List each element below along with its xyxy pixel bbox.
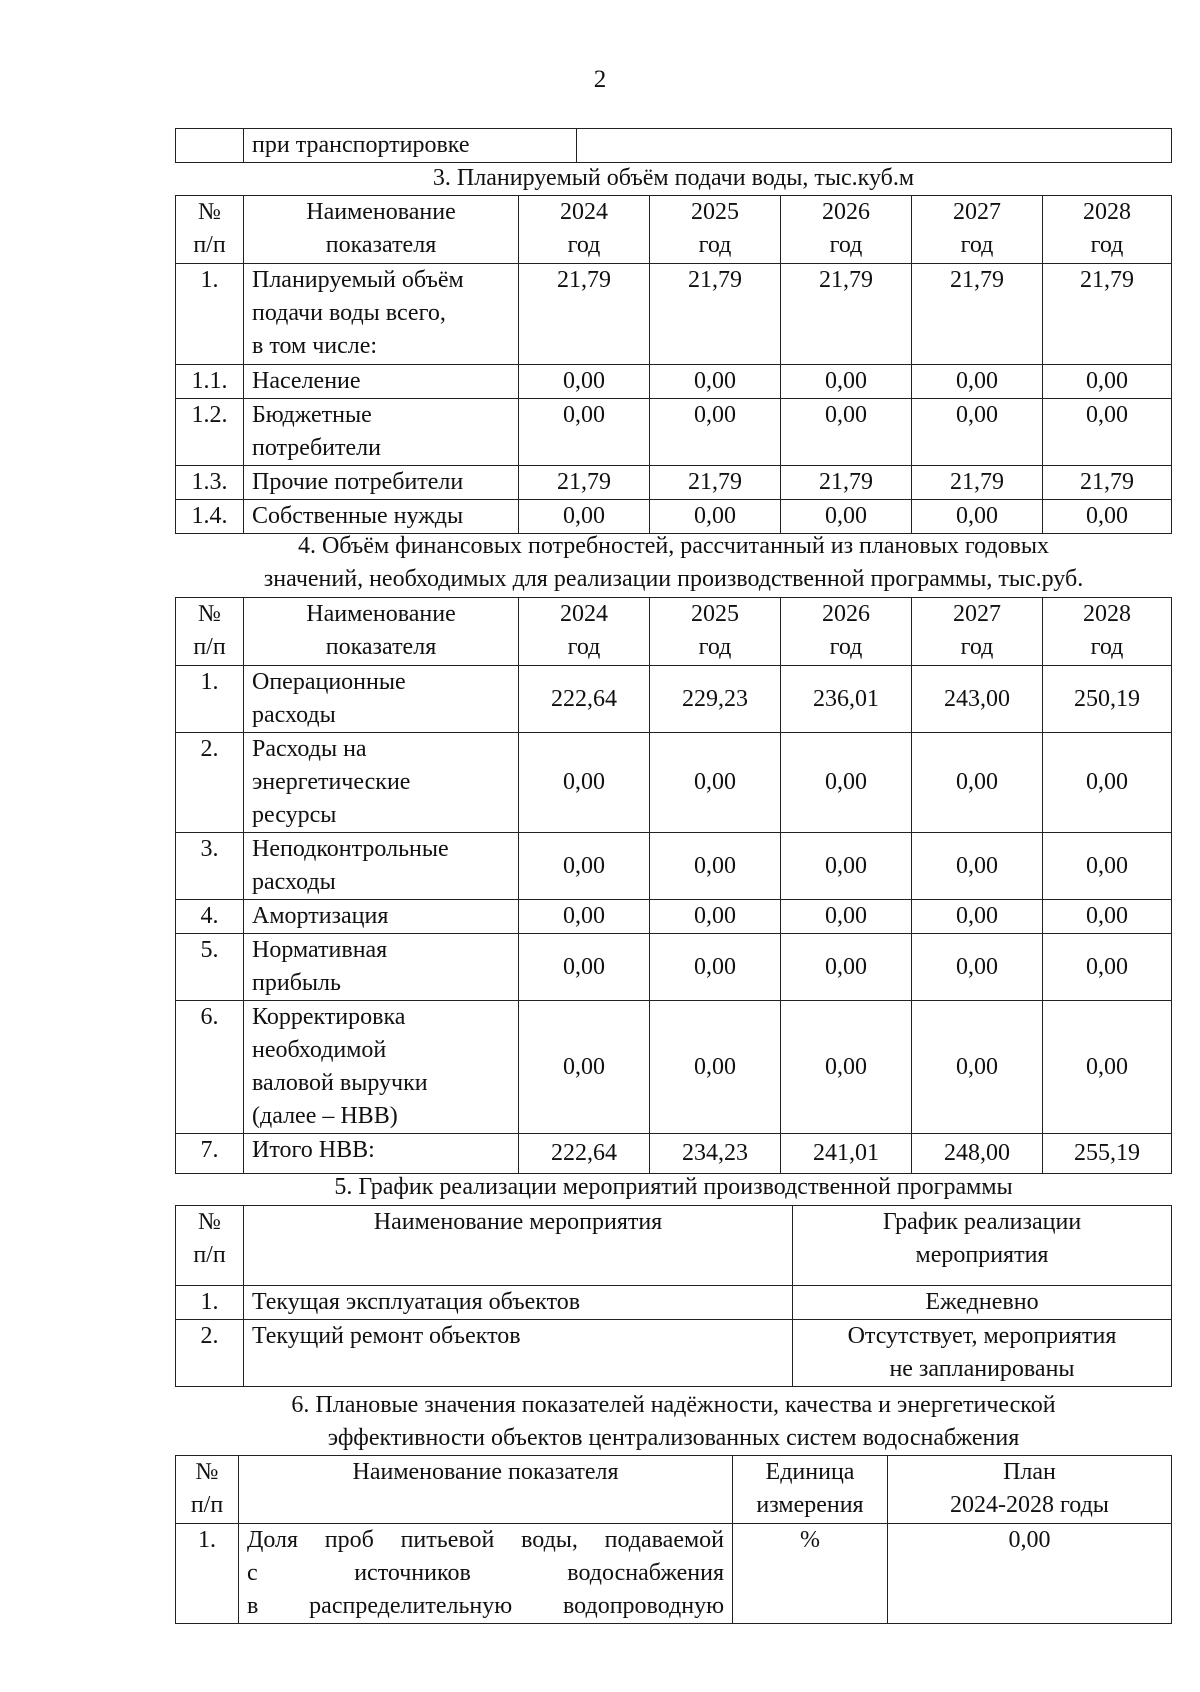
row-value: 0,00 [1043, 399, 1172, 466]
header-cell-year: 2026 год [781, 598, 912, 666]
row-name: Бюджетные потребители [244, 399, 519, 466]
row-value: 0,00 [781, 365, 912, 399]
row-name: Итого НВВ: [244, 1134, 519, 1174]
row-value: 21,79 [519, 466, 650, 500]
row-value: 236,01 [781, 666, 912, 733]
row-value: 21,79 [1043, 264, 1172, 365]
row-value: 0,00 [912, 733, 1043, 833]
table-row [176, 1524, 1172, 1624]
header-cell-year: 2028 год [1043, 196, 1172, 264]
row-num: 1. [176, 666, 244, 733]
table-header-row [176, 1206, 1172, 1286]
header-cell-name: Наименование показателя [244, 598, 519, 666]
table-row [176, 1286, 1172, 1320]
row-value: 0,00 [519, 500, 650, 534]
row-value: 0,00 [781, 500, 912, 534]
table-row [176, 1001, 1172, 1134]
row-unit: % [733, 1524, 888, 1624]
row-name: Неподконтрольные расходы [244, 833, 519, 900]
row-value: 0,00 [781, 733, 912, 833]
row-schedule: Ежедневно [793, 1286, 1172, 1320]
header-cell-year: 2026 год [781, 196, 912, 264]
row-num: 1.1. [176, 365, 244, 399]
header-cell-num: № п/п [176, 598, 244, 666]
table-cell [176, 129, 244, 163]
row-value: 21,79 [912, 264, 1043, 365]
section4-table [175, 597, 1172, 1174]
row-value: 0,00 [519, 1001, 650, 1134]
row-value: 0,00 [912, 399, 1043, 466]
row-num: 1.4. [176, 500, 244, 534]
table-row [176, 500, 1172, 534]
row-value: 241,01 [781, 1134, 912, 1174]
row-name: Доля проб питьевой воды, подаваемой с источников водоснабжения в распределительную водопроводную [239, 1524, 733, 1624]
row-value: 0,00 [781, 934, 912, 1001]
row-value: 0,00 [650, 500, 781, 534]
row-value: 0,00 [912, 1001, 1043, 1134]
row-value: 0,00 [912, 934, 1043, 1001]
row-value: 21,79 [912, 466, 1043, 500]
table-row [176, 1134, 1172, 1174]
row-value: 0,00 [781, 399, 912, 466]
table-row [176, 399, 1172, 466]
row-name: Амортизация [244, 900, 519, 934]
row-value: 0,00 [650, 900, 781, 934]
row-value: 248,00 [912, 1134, 1043, 1174]
row-value: 0,00 [650, 934, 781, 1001]
table-row [176, 733, 1172, 833]
row-name: Операционные расходы [244, 666, 519, 733]
row-value: 21,79 [781, 264, 912, 365]
row-num: 7. [176, 1134, 244, 1174]
row-num: 5. [176, 934, 244, 1001]
row-num: 2. [176, 1320, 244, 1387]
row-schedule: Отсутствует, мероприятия не запланированы [793, 1320, 1172, 1387]
row-value: 222,64 [519, 1134, 650, 1174]
table-row [176, 934, 1172, 1001]
table-header-row [176, 1456, 1172, 1524]
header-cell-plan: План 2024-2028 годы [888, 1456, 1172, 1524]
row-name: Текущий ремонт объектов [244, 1320, 793, 1387]
header-cell-num: № п/п [176, 1206, 244, 1286]
table-cell: при транспортировке [244, 129, 577, 163]
row-num: 1.2. [176, 399, 244, 466]
table-row [176, 666, 1172, 733]
section3-table [175, 195, 1172, 534]
row-value: 0,00 [650, 833, 781, 900]
row-value: 0,00 [1043, 500, 1172, 534]
row-num: 6. [176, 1001, 244, 1134]
row-value: 0,00 [912, 900, 1043, 934]
row-value: 0,00 [1043, 733, 1172, 833]
row-num: 1. [176, 1286, 244, 1320]
row-num: 1.3. [176, 466, 244, 500]
row-plan: 0,00 [888, 1524, 1172, 1624]
header-cell-year: 2025 год [650, 196, 781, 264]
row-value: 0,00 [1043, 1001, 1172, 1134]
header-cell-year: 2027 год [912, 196, 1043, 264]
row-value: 0,00 [519, 365, 650, 399]
row-value: 222,64 [519, 666, 650, 733]
section6-title: 6. Плановые значения показателей надёжности, качества и энергетической эффективности объектов централизованных систем водоснабжения [291, 1392, 1056, 1451]
row-value: 21,79 [1043, 466, 1172, 500]
row-name: Планируемый объём подачи воды всего, в том числе: [244, 264, 519, 365]
page-number: 2 [593, 66, 607, 93]
row-value: 21,79 [650, 466, 781, 500]
row-value: 21,79 [519, 264, 650, 365]
header-cell-num: № п/п [176, 1456, 239, 1524]
header-cell-year: 2024 год [519, 196, 650, 264]
table-header-row [176, 598, 1172, 666]
table-row [176, 1320, 1172, 1387]
row-value: 255,19 [1043, 1134, 1172, 1174]
row-value: 0,00 [781, 1001, 912, 1134]
row-num: 4. [176, 900, 244, 934]
row-value: 21,79 [650, 264, 781, 365]
row-value: 234,23 [650, 1134, 781, 1174]
row-num: 3. [176, 833, 244, 900]
header-cell-year: 2027 год [912, 598, 1043, 666]
header-cell-year: 2028 год [1043, 598, 1172, 666]
section3-title: 3. Планируемый объём подачи воды, тыс.куб.м [432, 165, 915, 191]
header-cell-year: 2025 год [650, 598, 781, 666]
header-cell-num: № п/п [176, 196, 244, 264]
row-value: 229,23 [650, 666, 781, 733]
table-row [176, 466, 1172, 500]
row-value: 243,00 [912, 666, 1043, 733]
row-name: Население [244, 365, 519, 399]
row-num: 2. [176, 733, 244, 833]
row-value: 0,00 [1043, 934, 1172, 1001]
row-name: Собственные нужды [244, 500, 519, 534]
header-cell-schedule: График реализации мероприятия [793, 1206, 1172, 1286]
row-value: 0,00 [519, 399, 650, 466]
row-value: 0,00 [650, 365, 781, 399]
table-header-row [176, 196, 1172, 264]
section5-table [175, 1205, 1172, 1387]
row-value: 0,00 [650, 733, 781, 833]
row-value: 0,00 [1043, 900, 1172, 934]
header-cell-name: Наименование показателя [239, 1456, 733, 1524]
row-value: 0,00 [781, 900, 912, 934]
table-cell [577, 129, 1172, 163]
row-value: 0,00 [1043, 833, 1172, 900]
row-value: 0,00 [912, 833, 1043, 900]
table-row [176, 264, 1172, 365]
header-cell-name: Наименование мероприятия [244, 1206, 793, 1286]
row-name: Прочие потребители [244, 466, 519, 500]
row-name: Расходы на энергетические ресурсы [244, 733, 519, 833]
row-name: Нормативная прибыль [244, 934, 519, 1001]
table-row [176, 833, 1172, 900]
section5-title: 5. График реализации мероприятий производственной программы [334, 1174, 1013, 1200]
section4-title: 4. Объём финансовых потребностей, рассчитанный из плановых годовых значений, необходимых для реализации производственной программы, тыс.руб. [263, 533, 1084, 592]
header-cell-unit: Единица измерения [733, 1456, 888, 1524]
table-row [176, 900, 1172, 934]
row-value: 21,79 [781, 466, 912, 500]
row-name: Текущая эксплуатация объектов [244, 1286, 793, 1320]
row-value: 0,00 [519, 833, 650, 900]
row-value: 250,19 [1043, 666, 1172, 733]
row-value: 0,00 [650, 1001, 781, 1134]
row-num: 1. [176, 1524, 239, 1624]
row-value: 0,00 [912, 500, 1043, 534]
row-value: 0,00 [650, 399, 781, 466]
header-cell-year: 2024 год [519, 598, 650, 666]
row-value: 0,00 [519, 934, 650, 1001]
table-row [176, 129, 1172, 163]
table-row [176, 365, 1172, 399]
row-num: 1. [176, 264, 244, 365]
row-value: 0,00 [781, 833, 912, 900]
header-cell-name: Наименование показателя [244, 196, 519, 264]
carryover-table [175, 128, 1172, 163]
section6-table [175, 1455, 1172, 1624]
row-value: 0,00 [912, 365, 1043, 399]
row-value: 0,00 [1043, 365, 1172, 399]
row-value: 0,00 [519, 900, 650, 934]
row-value: 0,00 [519, 733, 650, 833]
row-name: Корректировка необходимой валовой выручки (далее – НВВ) [244, 1001, 519, 1134]
